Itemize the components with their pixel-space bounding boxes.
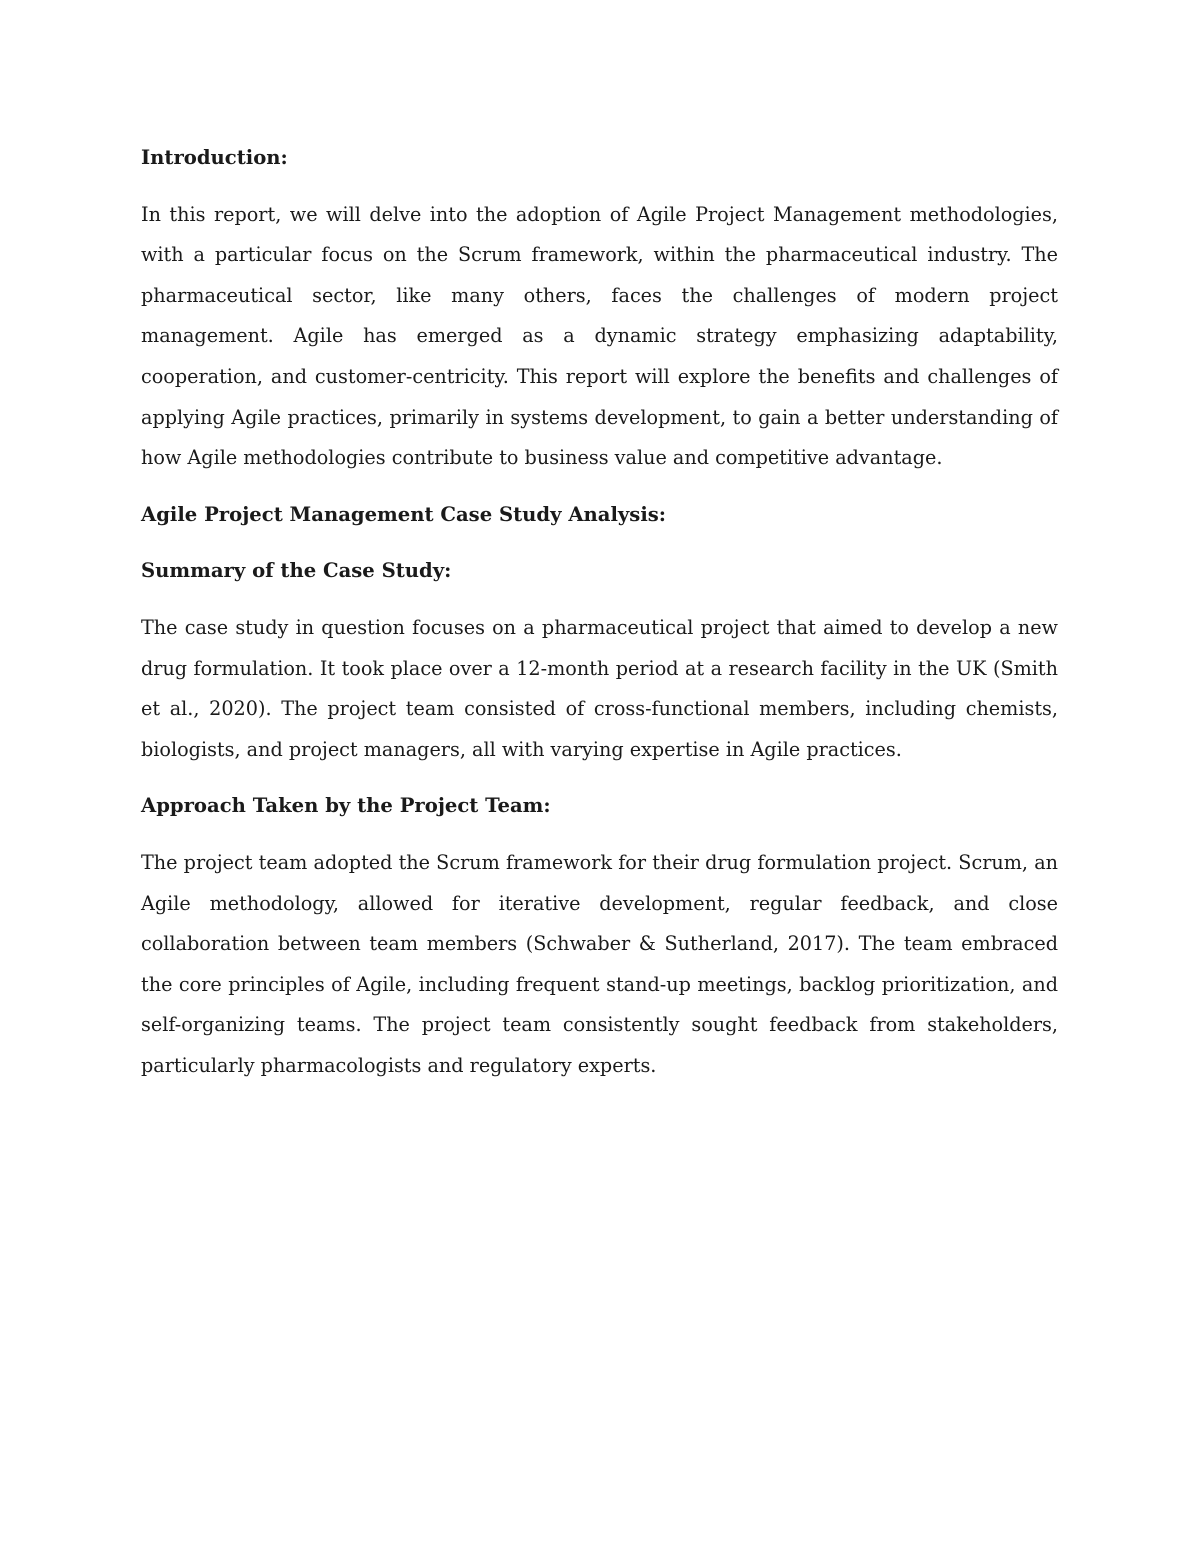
heading-summary: Summary of the Case Study: xyxy=(141,559,452,583)
paragraph-summary: The case study in question focuses on a pharmaceutical project that aimed to develop a new drug formulation. It took place over a 12-month period at a research facility in the UK (Smith et al., 2020). The project team consisted of cross-functional members, including chemists, biologists, and project managers, all with varying expertise in Agile practices. xyxy=(141,615,1058,761)
document-page xyxy=(141,138,1058,1086)
paragraph-approach: The project team adopted the Scrum framework for their drug formulation project. Scrum, an Agile methodology, allowed for iterative development, regular feedback, and close collaboration between team members (Schwaber & Sutherland, 2017). The team embraced the core principles of Agile, including frequent stand-up meetings, backlog prioritization, and self-organizing teams. The project team consistently sought feedback from stakeholders, particularly pharmacologists and regulatory experts. xyxy=(141,850,1058,1077)
heading-approach: Approach Taken by the Project Team: xyxy=(141,794,551,818)
heading-case-study-analysis: Agile Project Management Case Study Analysis: xyxy=(141,502,667,526)
paragraph-introduction: In this report, we will delve into the adoption of Agile Project Management methodologies, with a particular focus on the Scrum framework, within the pharmaceutical industry. The pharmaceutical sector, like many others, faces the challenges of modern project management. Agile has emerged as a dynamic strategy emphasizing adaptability, cooperation, and customer-centricity. This report will explore the benefits and challenges of applying Agile practices, primarily in systems development, to gain a better understanding of how Agile methodologies contribute to business value and competitive advantage. xyxy=(141,202,1058,470)
heading-introduction: Introduction: xyxy=(141,146,288,169)
